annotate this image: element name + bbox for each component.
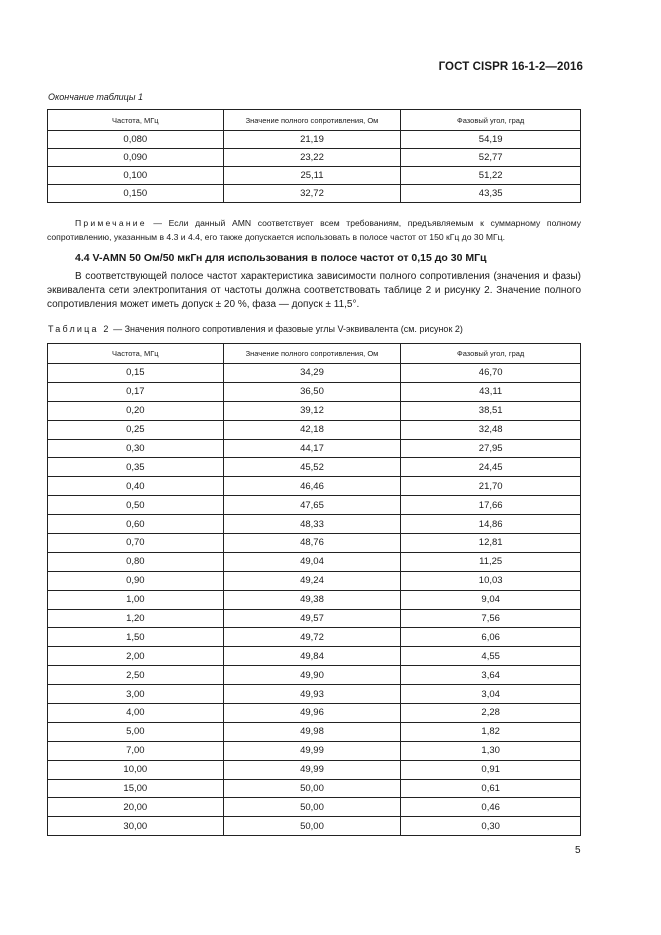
table-cell: 1,50 <box>48 628 224 647</box>
table-cell: 0,40 <box>48 477 224 496</box>
table-row <box>48 779 581 798</box>
table-cell: 3,04 <box>401 685 581 704</box>
table-cell: 17,66 <box>401 496 581 515</box>
table-cell: 32,48 <box>401 420 581 439</box>
table-row <box>48 722 581 741</box>
table-cell: 48,33 <box>223 515 401 534</box>
table1-header-row <box>48 110 581 131</box>
table-cell: 6,06 <box>401 628 581 647</box>
table-cell: 0,090 <box>48 149 224 167</box>
table1-body <box>48 131 581 203</box>
table-cell: 21,19 <box>223 131 401 149</box>
table-cell: 10,00 <box>48 760 224 779</box>
section-paragraph: В соответствующей полосе частот характеристика зависимости полного сопротивления (значения и фазы) эквивалента сети электропитания от частоты должна соответствовать таблице 2 и рисунку 2. Значение полного сопротивления может иметь допуск ± 20 %, фаза — допуск ± 11,5°. <box>47 271 581 310</box>
table-row <box>48 704 581 723</box>
table-row <box>48 552 581 571</box>
table-cell: 0,46 <box>401 798 581 817</box>
table-cell: 0,80 <box>48 552 224 571</box>
standard-header: ГОСТ CISPR 16-1-2—2016 <box>438 61 583 73</box>
table2-header-row <box>48 344 581 364</box>
table-row <box>48 439 581 458</box>
table-cell: 43,35 <box>401 185 581 203</box>
table-cell: 50,00 <box>223 779 401 798</box>
table-cell: 51,22 <box>401 167 581 185</box>
table-cell: 0,30 <box>48 439 224 458</box>
table-row <box>48 364 581 383</box>
table-cell: 54,19 <box>401 131 581 149</box>
table-row <box>48 185 581 203</box>
table-cell: 1,20 <box>48 609 224 628</box>
table2-header-frequency: Частота, МГц <box>48 344 224 364</box>
table-cell: 0,20 <box>48 401 224 420</box>
table-cell: 0,100 <box>48 167 224 185</box>
table-cell: 12,81 <box>401 534 581 553</box>
table-cell: 14,86 <box>401 515 581 534</box>
table-row <box>48 817 581 836</box>
table-cell: 0,50 <box>48 496 224 515</box>
table-cell: 49,99 <box>223 741 401 760</box>
table-cell: 38,51 <box>401 401 581 420</box>
table-cell: 0,080 <box>48 131 224 149</box>
table-cell: 3,64 <box>401 666 581 685</box>
table-cell: 34,29 <box>223 364 401 383</box>
table-row <box>48 760 581 779</box>
table-cell: 15,00 <box>48 779 224 798</box>
table1-header-phase: Фазовый угол, град <box>401 110 581 131</box>
table-cell: 5,00 <box>48 722 224 741</box>
table-row <box>48 401 581 420</box>
table-cell: 52,77 <box>401 149 581 167</box>
table-cell: 49,90 <box>223 666 401 685</box>
table-cell: 43,11 <box>401 382 581 401</box>
table-cell: 45,52 <box>223 458 401 477</box>
table-cell: 32,72 <box>223 185 401 203</box>
table-cell: 49,72 <box>223 628 401 647</box>
table-cell: 50,00 <box>223 817 401 836</box>
table-cell: 9,04 <box>401 590 581 609</box>
table-cell: 0,150 <box>48 185 224 203</box>
table-cell: 36,50 <box>223 382 401 401</box>
table-row <box>48 628 581 647</box>
table-cell: 49,57 <box>223 609 401 628</box>
table-row <box>48 647 581 666</box>
table-cell: 49,99 <box>223 760 401 779</box>
table-cell: 0,35 <box>48 458 224 477</box>
table-cell: 7,00 <box>48 741 224 760</box>
table2-header-impedance: Значение полного сопротивления, Ом <box>223 344 401 364</box>
table-row <box>48 477 581 496</box>
table-row <box>48 131 581 149</box>
table-row <box>48 534 581 553</box>
table-cell: 0,90 <box>48 571 224 590</box>
table2 <box>47 343 581 836</box>
table-row <box>48 666 581 685</box>
table-cell: 11,25 <box>401 552 581 571</box>
table-cell: 42,18 <box>223 420 401 439</box>
note-text: — Если данный AMN соответствует всем требованиям, предъявляемым к суммарному полному сопротивлению, указанным в 4.3 и 4.4, его также допускается использовать в полосе частот от 150 кГц до 30 МГц. <box>47 218 581 242</box>
table-cell: 47,65 <box>223 496 401 515</box>
table-cell: 0,17 <box>48 382 224 401</box>
table-cell: 49,04 <box>223 552 401 571</box>
table-row <box>48 515 581 534</box>
table-cell: 46,46 <box>223 477 401 496</box>
table-row <box>48 571 581 590</box>
table-cell: 30,00 <box>48 817 224 836</box>
table-cell: 27,95 <box>401 439 581 458</box>
table2-caption-text: — Значения полного сопротивления и фазовые углы V-эквивалента (см. рисунок 2) <box>110 324 463 334</box>
table1-header-impedance: Значение полного сопротивления, Ом <box>223 110 401 131</box>
table-cell: 25,11 <box>223 167 401 185</box>
table-cell: 50,00 <box>223 798 401 817</box>
table-cell: 24,45 <box>401 458 581 477</box>
table-cell: 1,00 <box>48 590 224 609</box>
table-cell: 3,00 <box>48 685 224 704</box>
table-cell: 0,30 <box>401 817 581 836</box>
table-cell: 49,96 <box>223 704 401 723</box>
note <box>47 216 581 244</box>
table-row <box>48 167 581 185</box>
table-row <box>48 382 581 401</box>
table-cell: 0,15 <box>48 364 224 383</box>
table-cell: 0,25 <box>48 420 224 439</box>
table-row <box>48 685 581 704</box>
table-cell: 49,24 <box>223 571 401 590</box>
table-cell: 2,28 <box>401 704 581 723</box>
table-cell: 0,70 <box>48 534 224 553</box>
table-row <box>48 609 581 628</box>
table-row <box>48 741 581 760</box>
table-row <box>48 458 581 477</box>
table-cell: 21,70 <box>401 477 581 496</box>
table-row <box>48 420 581 439</box>
table-cell: 4,55 <box>401 647 581 666</box>
table-cell: 49,98 <box>223 722 401 741</box>
section-title: 4.4 V-AMN 50 Ом/50 мкГн для использования в полосе частот от 0,15 до 30 МГц <box>75 252 487 264</box>
table-cell: 0,91 <box>401 760 581 779</box>
table-row <box>48 590 581 609</box>
table-cell: 39,12 <box>223 401 401 420</box>
table-cell: 1,30 <box>401 741 581 760</box>
table2-label: Таблица 2 <box>48 324 111 334</box>
table1-header-frequency: Частота, МГц <box>48 110 224 131</box>
table-cell: 23,22 <box>223 149 401 167</box>
table-cell: 49,38 <box>223 590 401 609</box>
table-cell: 44,17 <box>223 439 401 458</box>
page-number: 5 <box>575 845 581 856</box>
table-cell: 0,61 <box>401 779 581 798</box>
table-cell: 48,76 <box>223 534 401 553</box>
table-row <box>48 149 581 167</box>
table-cell: 49,84 <box>223 647 401 666</box>
table-cell: 1,82 <box>401 722 581 741</box>
table-cell: 2,50 <box>48 666 224 685</box>
table2-caption <box>48 324 463 334</box>
table2-body <box>48 364 581 836</box>
table-cell: 7,56 <box>401 609 581 628</box>
table1 <box>47 109 581 203</box>
table-cell: 20,00 <box>48 798 224 817</box>
table-cell: 2,00 <box>48 647 224 666</box>
table1-caption: Окончание таблицы 1 <box>48 92 143 102</box>
table-row <box>48 496 581 515</box>
table-cell: 4,00 <box>48 704 224 723</box>
note-label: Примечание <box>75 218 147 228</box>
table-cell: 10,03 <box>401 571 581 590</box>
table-cell: 49,93 <box>223 685 401 704</box>
table2-header-phase: Фазовый угол, град <box>401 344 581 364</box>
table-cell: 0,60 <box>48 515 224 534</box>
table-row <box>48 798 581 817</box>
table-cell: 46,70 <box>401 364 581 383</box>
